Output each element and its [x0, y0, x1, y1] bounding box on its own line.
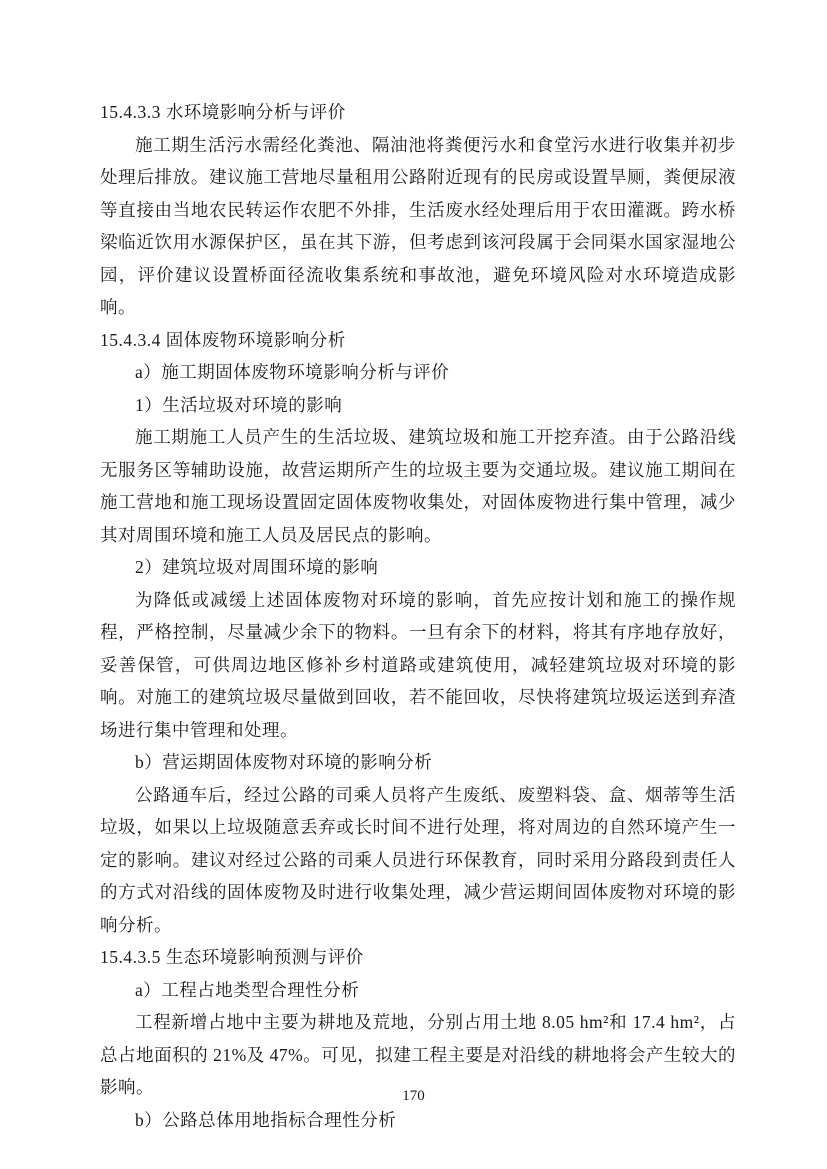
paragraph-water-env: 施工期生活污水需经化粪池、隔油池将粪便污水和食堂污水进行收集并初步处理后排放。建议施工营地尽量租用公路附近现有的民房或设置旱厕，粪便尿液等直接由当地农民转运作农肥不外排，生活废水经处理后用于农田灌溉。跨水桥梁临近饮用水源保护区，虽在其下游，但考虑到该河段属于会同渠水国家湿地公园，评价建议设置桥面径流收集系统和事故池，避免环境风险对水环境造成影响。 [100, 134, 736, 317]
paragraph-domestic-garbage: 施工期施工人员产生的生活垃圾、建筑垃圾和施工开挖弃渣。由于公路沿线无服务区等辅助设施，故营运期所产生的垃圾主要为交通垃圾。建议施工期间在施工营地和施工现场设置固定固体废物收集处，对固体废物进行集中管理，减少其对周围环境和施工人员及居民点的影响。 [100, 427, 736, 545]
paragraph-land-occupation: 工程新增占地中主要为耕地及荒地，分别占用土地 8.05 hm²和 17.4 hm²，占总占地面积的 21%及 47%。可见，拟建工程主要是对沿线的耕地将会产生较大的影响。 [100, 1012, 736, 1097]
section-heading-ecology: 15.4.3.5 生态环境影响预测与评价 [100, 947, 364, 967]
subitem-2-construction-garbage: 2）建筑垃圾对周围环境的影响 [135, 557, 379, 577]
subitem-a-land-occupation: a）工程占地类型合理性分析 [135, 979, 360, 1000]
document-body [100, 96, 736, 1136]
paragraph-operation-waste: 公路通车后，经过公路的司乘人员将产生废纸、废塑料袋、盒、烟蒂等生活垃圾，如果以上垃圾随意丢弃或长时间不进行处理，将对周边的自然环境产生一定的影响。建议对经过公路的司乘人员进行环保教育，同时采用分路段到责任人的方式对沿线的固体废物及时进行收集处理，减少营运期间固体废物对环境的影响分析。 [100, 784, 736, 935]
subitem-a-construction-waste: a）施工期固体废物环境影响分析与评价 [135, 362, 450, 382]
subitem-b-operation-waste: b）营运期固体废物对环境的影响分析 [135, 752, 433, 772]
section-heading-solid-waste: 15.4.3.4 固体废物环境影响分析 [100, 329, 346, 350]
page-number: 170 [402, 1088, 425, 1104]
section-heading-water-env: 15.4.3.3 水环境影响分析与评价 [100, 102, 346, 122]
subitem-1-domestic-garbage: 1）生活垃圾对环境的影响 [135, 394, 343, 415]
subitem-b-land-use-index: b）公路总体用地指标合理性分析 [135, 1109, 397, 1130]
paragraph-construction-garbage: 为降低或减缓上述固体废物对环境的影响，首先应按计划和施工的操作规程，严格控制，尽量减少余下的物料。一旦有余下的材料，将其有序地存放好，妥善保管，可供周边地区修补乡村道路或建筑使用，减轻建筑垃圾对环境的影响。对施工的建筑垃圾尽量做到回收，若不能回收，尽快将建筑垃圾运送到弃渣场进行集中管理和处理。 [100, 589, 736, 740]
